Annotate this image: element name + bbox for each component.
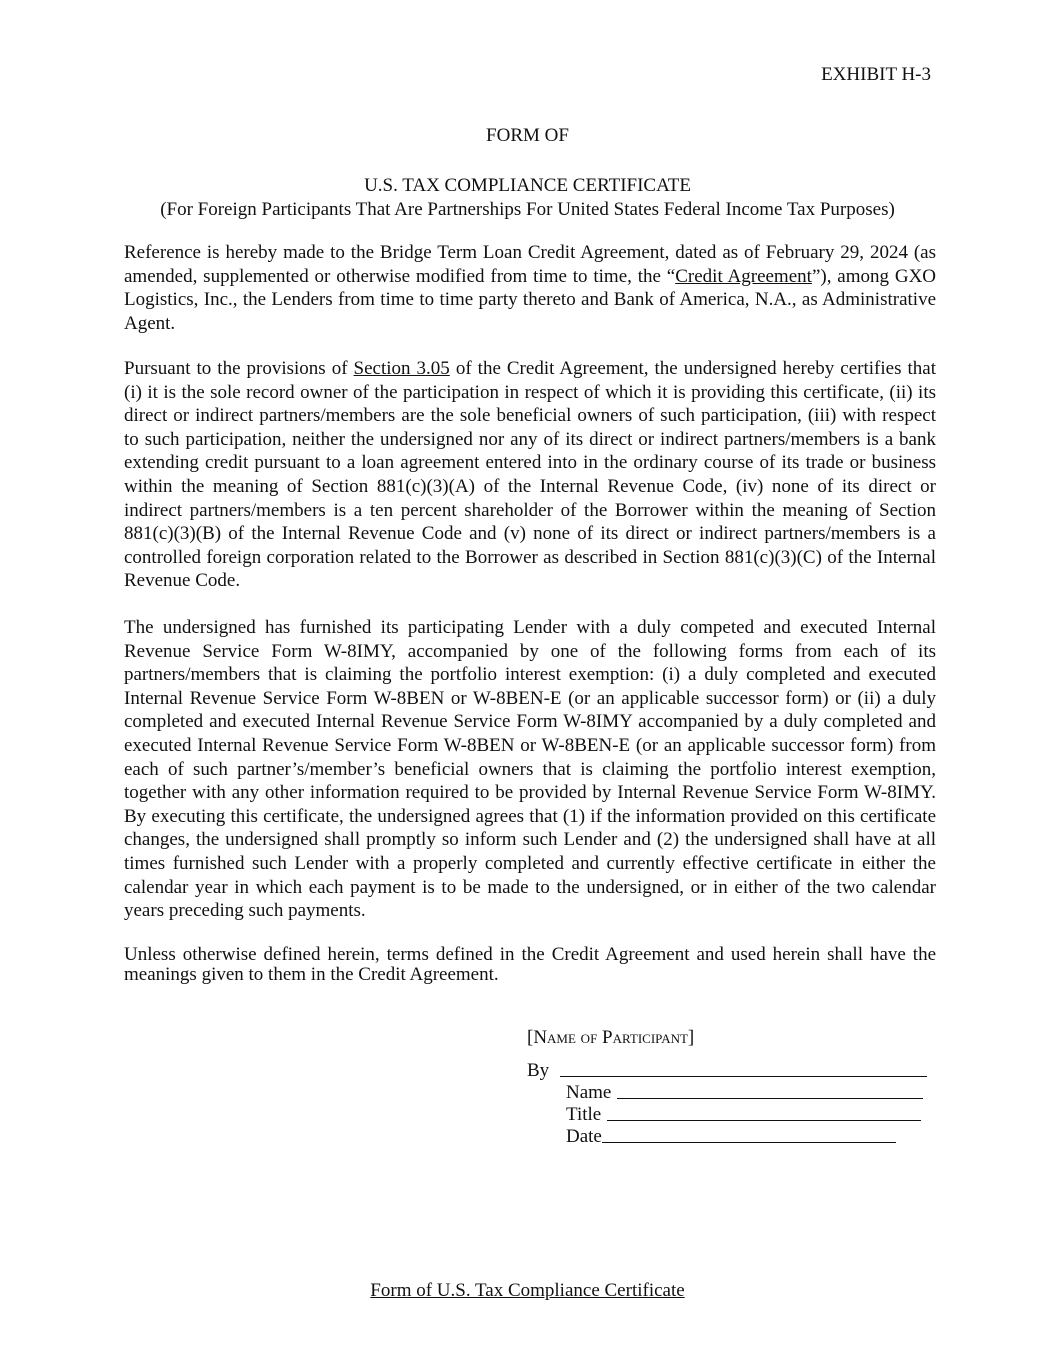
footer-text: Form of U.S. Tax Compliance Certificate xyxy=(370,1280,685,1301)
paragraph-definitions: Unless otherwise defined herein, terms defined in the Credit Agreement and used herein shall have the meanings given to them in the Credit Agreement. xyxy=(124,944,936,985)
paragraph-certification xyxy=(124,357,936,593)
signature-title-row xyxy=(566,1104,921,1126)
participant-name-text: [Name of Participant] xyxy=(527,1027,695,1048)
section-reference: Section 3.05 xyxy=(353,358,450,379)
date-label: Date xyxy=(566,1126,602,1147)
certificate-title: U.S. TAX COMPLIANCE CERTIFICATE xyxy=(364,175,691,196)
paragraph-reference xyxy=(124,241,936,335)
signature-date-row xyxy=(566,1126,896,1148)
paragraph-certification-text-a: Pursuant to the provisions of xyxy=(124,358,354,379)
signature-by-row xyxy=(527,1060,927,1082)
certificate-subtitle: (For Foreign Participants That Are Partnerships For United States Federal Income Tax Purposes) xyxy=(160,199,895,220)
paragraph-reference-text-b: ”), among GXO Logistics, Inc., the Lenders from time to time party thereto and Bank of America, N.A., as Administrative Agent. xyxy=(124,265,937,334)
name-label: Name xyxy=(566,1082,612,1103)
paragraph-forms-furnished: The undersigned has furnished its participating Lender with a duly competed and executed Internal Revenue Service Form W-8IMY, accompanied by one of the following forms from each of its partners/members that is claiming the portfolio interest exemption: (i) a duly completed and executed Internal Revenue Service Form W-8BEN or W-8BEN-E (or an applicable successor form) or (ii) a duly completed and executed Internal Revenue Service Form W-8IMY accompanied by a duly completed and executed Internal Revenue Service Form W-8BEN or W-8BEN-E (or an applicable successor form) from each of such partner’s/member’s beneficial owners that is claiming the portfolio interest exemption, together with any other information required to be provided by Internal Revenue Service Form W-8IMY. By executing this certificate, the undersigned agrees that (1) if the information provided on this certificate changes, the undersigned shall promptly so inform such Lender and (2) the undersigned shall have at all times furnished such Lender with a properly completed and currently effective certificate in either the calendar year in which each payment is to be made to the undersigned, or in either of the two calendar years preceding such payments. xyxy=(124,617,936,922)
title-label: Title xyxy=(566,1104,602,1125)
date-signature-line[interactable] xyxy=(602,1141,896,1143)
by-label: By xyxy=(527,1060,550,1081)
name-signature-line[interactable] xyxy=(617,1097,923,1099)
page-footer xyxy=(0,1280,1055,1302)
credit-agreement-defined-term: Credit Agreement xyxy=(675,265,812,287)
exhibit-label: EXHIBIT H-3 xyxy=(821,64,931,85)
paragraph-reference-text-a: Reference is hereby made to the Bridge Term Loan Credit Agreement, dated as of February 29, 2024 (as amended, supplemented or otherwise modified from time to time, the “ xyxy=(124,242,936,287)
signature-name-row xyxy=(566,1082,923,1104)
paragraph-certification-text-b: of the Credit Agreement, the undersigned hereby certifies that (i) it is the sole record owner of the participation in respect of which it is providing this certificate, (ii) its direct or indirect partners/members are the sole beneficial owners of such participation, (iii) with respect to such participation, neither the undersigned nor any of its direct or indirect partners/members is a bank extending credit pursuant to a loan agreement entered into in the ordinary course of its trade or business within the meaning of Section 881(c)(3)(A) of the Internal Revenue Code, (iv) none of its direct or indirect partners/members is a ten percent shareholder of the Borrower within the meaning of Section 881(c)(3)(B) of the Internal Revenue Code and (v) none of its direct or indirect partners/members is a controlled foreign corporation related to the Borrower as described in Section 881(c)(3)(C) of the Internal Revenue Code. xyxy=(124,358,936,592)
title-signature-line[interactable] xyxy=(607,1119,921,1121)
by-signature-line[interactable] xyxy=(560,1075,927,1077)
certificate-title-block xyxy=(0,174,1055,222)
participant-name-placeholder xyxy=(527,1027,694,1049)
form-of-heading: FORM OF xyxy=(486,125,569,146)
